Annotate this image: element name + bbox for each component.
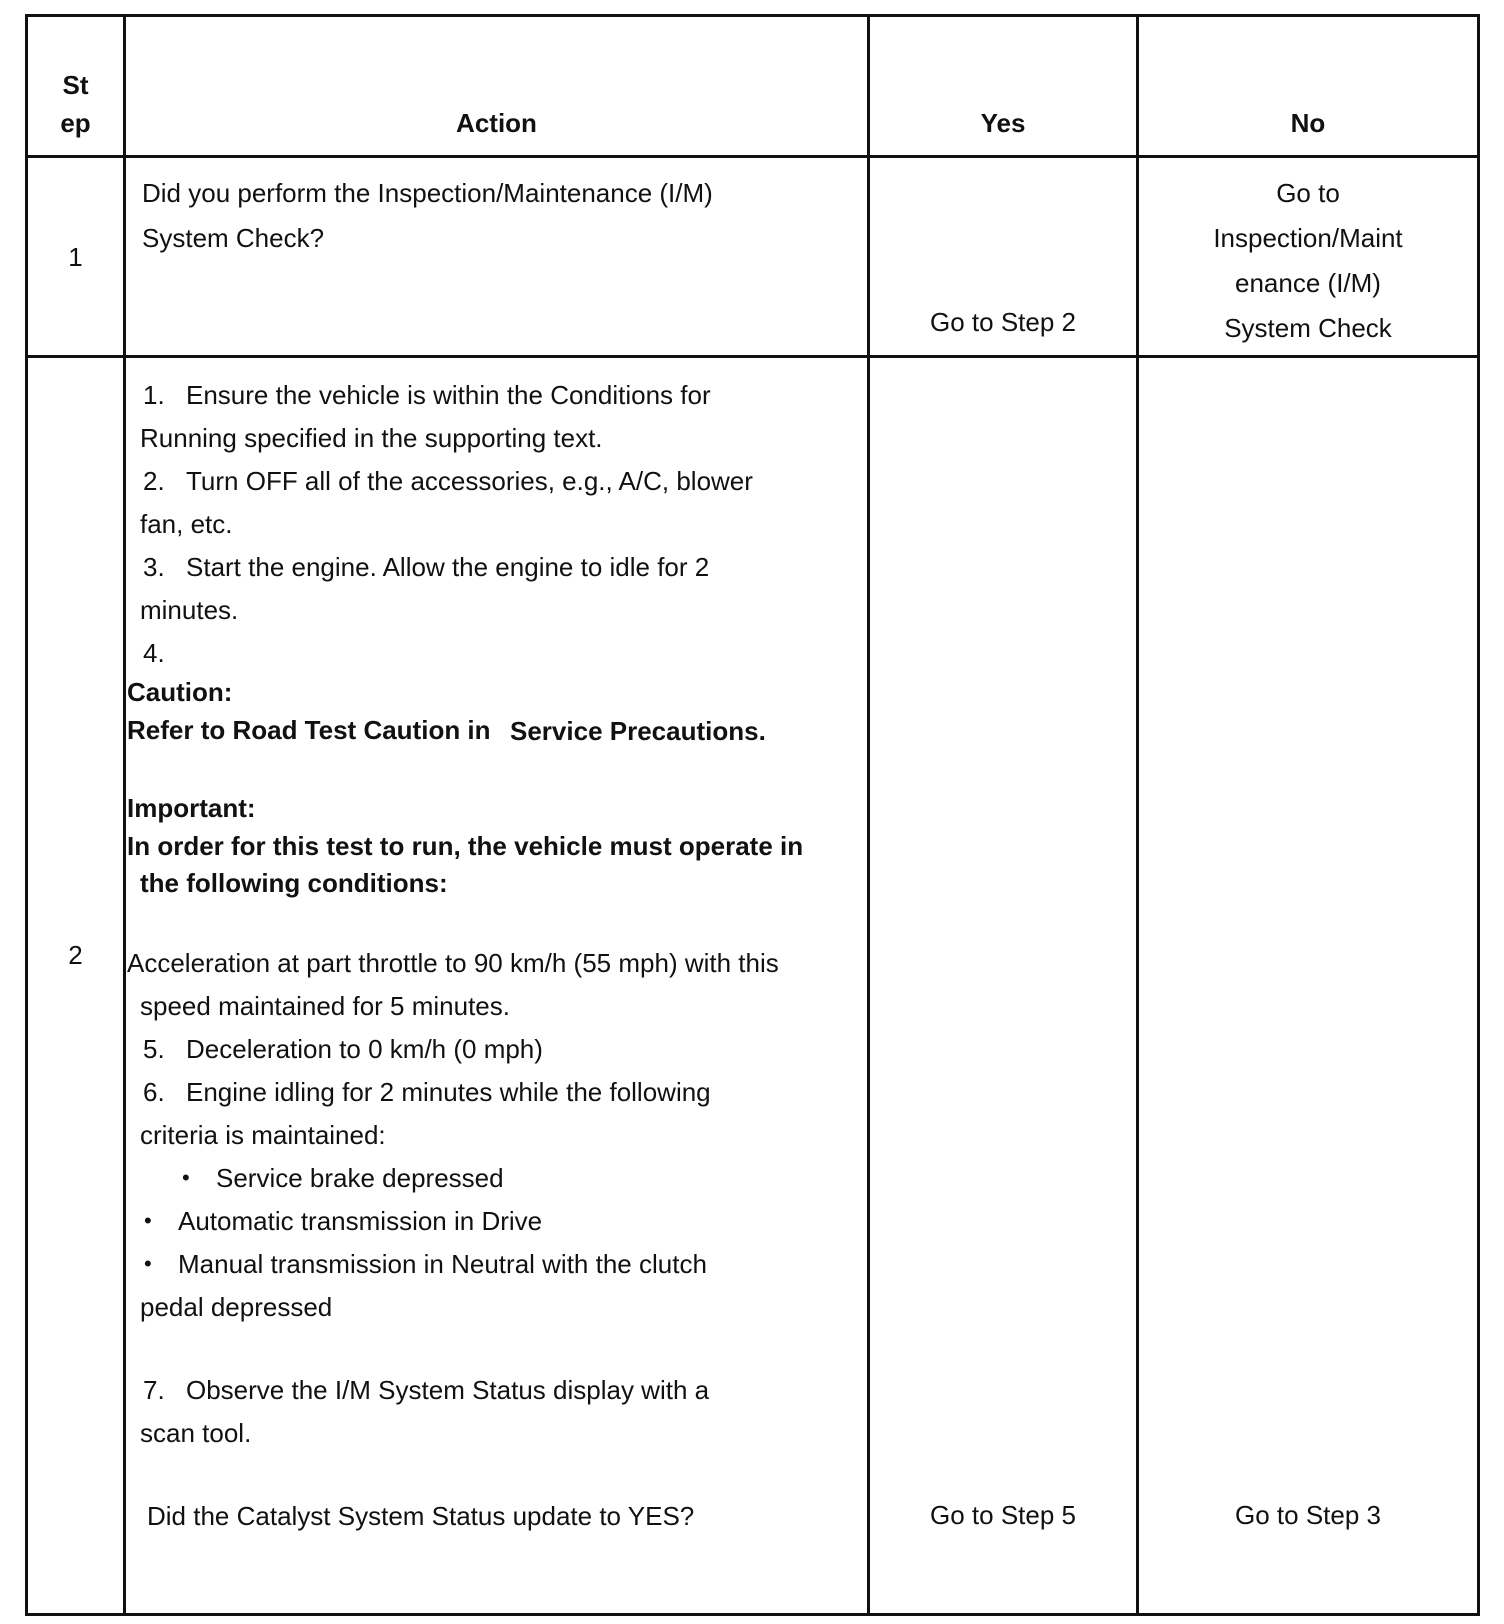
item6-line-1: Engine idling for 2 minutes while the following <box>186 1077 711 1107</box>
row1-yes: Go to Step 2 <box>930 307 1076 337</box>
bullet-continuation: pedal depressed <box>140 1292 333 1322</box>
diagnostic-table <box>25 14 1480 1616</box>
column-divider-step <box>123 14 126 1616</box>
row1-action-line-2: System Check? <box>142 223 325 253</box>
bullet-automatic-transmission: Automatic transmission in Drive <box>178 1206 543 1236</box>
row2-yes: Go to Step 5 <box>930 1500 1076 1530</box>
bullet-service-brake: Service brake depressed <box>216 1163 504 1193</box>
row1-action-line-1: Did you perform the Inspection/Maintenance (I/M) <box>142 178 713 208</box>
item1-number: 1. <box>143 380 165 410</box>
item5-text: Deceleration to 0 km/h (0 mph) <box>186 1034 543 1064</box>
item1-line-1: Ensure the vehicle is within the Conditions for <box>186 380 711 410</box>
acceleration-line-1: Acceleration at part throttle to 90 km/h (55 mph) with this <box>127 948 779 978</box>
header-step-line-1: St <box>62 70 89 100</box>
bullet-icon: • <box>144 1208 152 1233</box>
header-step <box>28 66 123 142</box>
table-border-right <box>1477 14 1480 1616</box>
item3-line-1: Start the engine. Allow the engine to idle for 2 <box>186 552 710 582</box>
acceleration-line-2: speed maintained for 5 minutes. <box>140 991 510 1021</box>
row1-no-line-3: enance (I/M) <box>1235 268 1381 298</box>
item2-line-2: fan, etc. <box>140 509 233 539</box>
bullet-manual-transmission: Manual transmission in Neutral with the clutch <box>178 1249 707 1279</box>
header-no: No <box>1290 108 1326 138</box>
item7-line-1: Observe the I/M System Status display with a <box>186 1375 710 1405</box>
column-divider-action <box>867 14 870 1616</box>
bullet-icon: • <box>144 1251 152 1276</box>
row1-no-line-1: Go to <box>1276 178 1340 208</box>
table-border-top <box>25 14 1480 17</box>
item4-number: 4. <box>143 638 165 668</box>
caution-label: Caution: <box>127 677 233 707</box>
table-border-bottom <box>25 1613 1480 1616</box>
row1-no-line-4: System Check <box>1224 313 1392 343</box>
row-divider <box>25 355 1480 358</box>
item7-line-2: scan tool. <box>140 1418 252 1448</box>
important-line-2: the following conditions: <box>140 868 448 898</box>
item2-number: 2. <box>143 466 165 496</box>
row2-no: Go to Step 3 <box>1235 1500 1381 1530</box>
row1-action <box>142 171 862 261</box>
header-divider <box>25 155 1480 158</box>
caution-text-a: Refer to Road Test Caution in <box>127 715 491 745</box>
item3-line-2: minutes. <box>140 595 239 625</box>
row1-no <box>1139 171 1477 351</box>
item5-number: 5. <box>143 1034 165 1064</box>
header-step-line-2: ep <box>60 108 91 138</box>
header-action: Action <box>456 108 537 138</box>
bullet-icon: • <box>182 1165 190 1190</box>
item6-line-2: criteria is maintained: <box>140 1120 386 1150</box>
header-yes: Yes <box>980 108 1026 138</box>
item7-number: 7. <box>143 1375 165 1405</box>
item6-number: 6. <box>143 1077 165 1107</box>
row2-question: Did the Catalyst System Status update to YES? <box>147 1501 695 1531</box>
item2-line-1: Turn OFF all of the accessories, e.g., A/C, blower <box>186 466 753 496</box>
important-label: Important: <box>127 793 256 823</box>
important-line-1: In order for this test to run, the vehicle must operate in <box>127 831 804 861</box>
row2-step: 2 <box>68 940 83 970</box>
item1-line-2: Running specified in the supporting text. <box>140 423 603 453</box>
row1-step: 1 <box>68 242 83 272</box>
row1-no-line-2: Inspection/Maint <box>1213 223 1403 253</box>
item3-number: 3. <box>143 552 165 582</box>
caution-text-b: Service Precautions. <box>510 716 766 746</box>
